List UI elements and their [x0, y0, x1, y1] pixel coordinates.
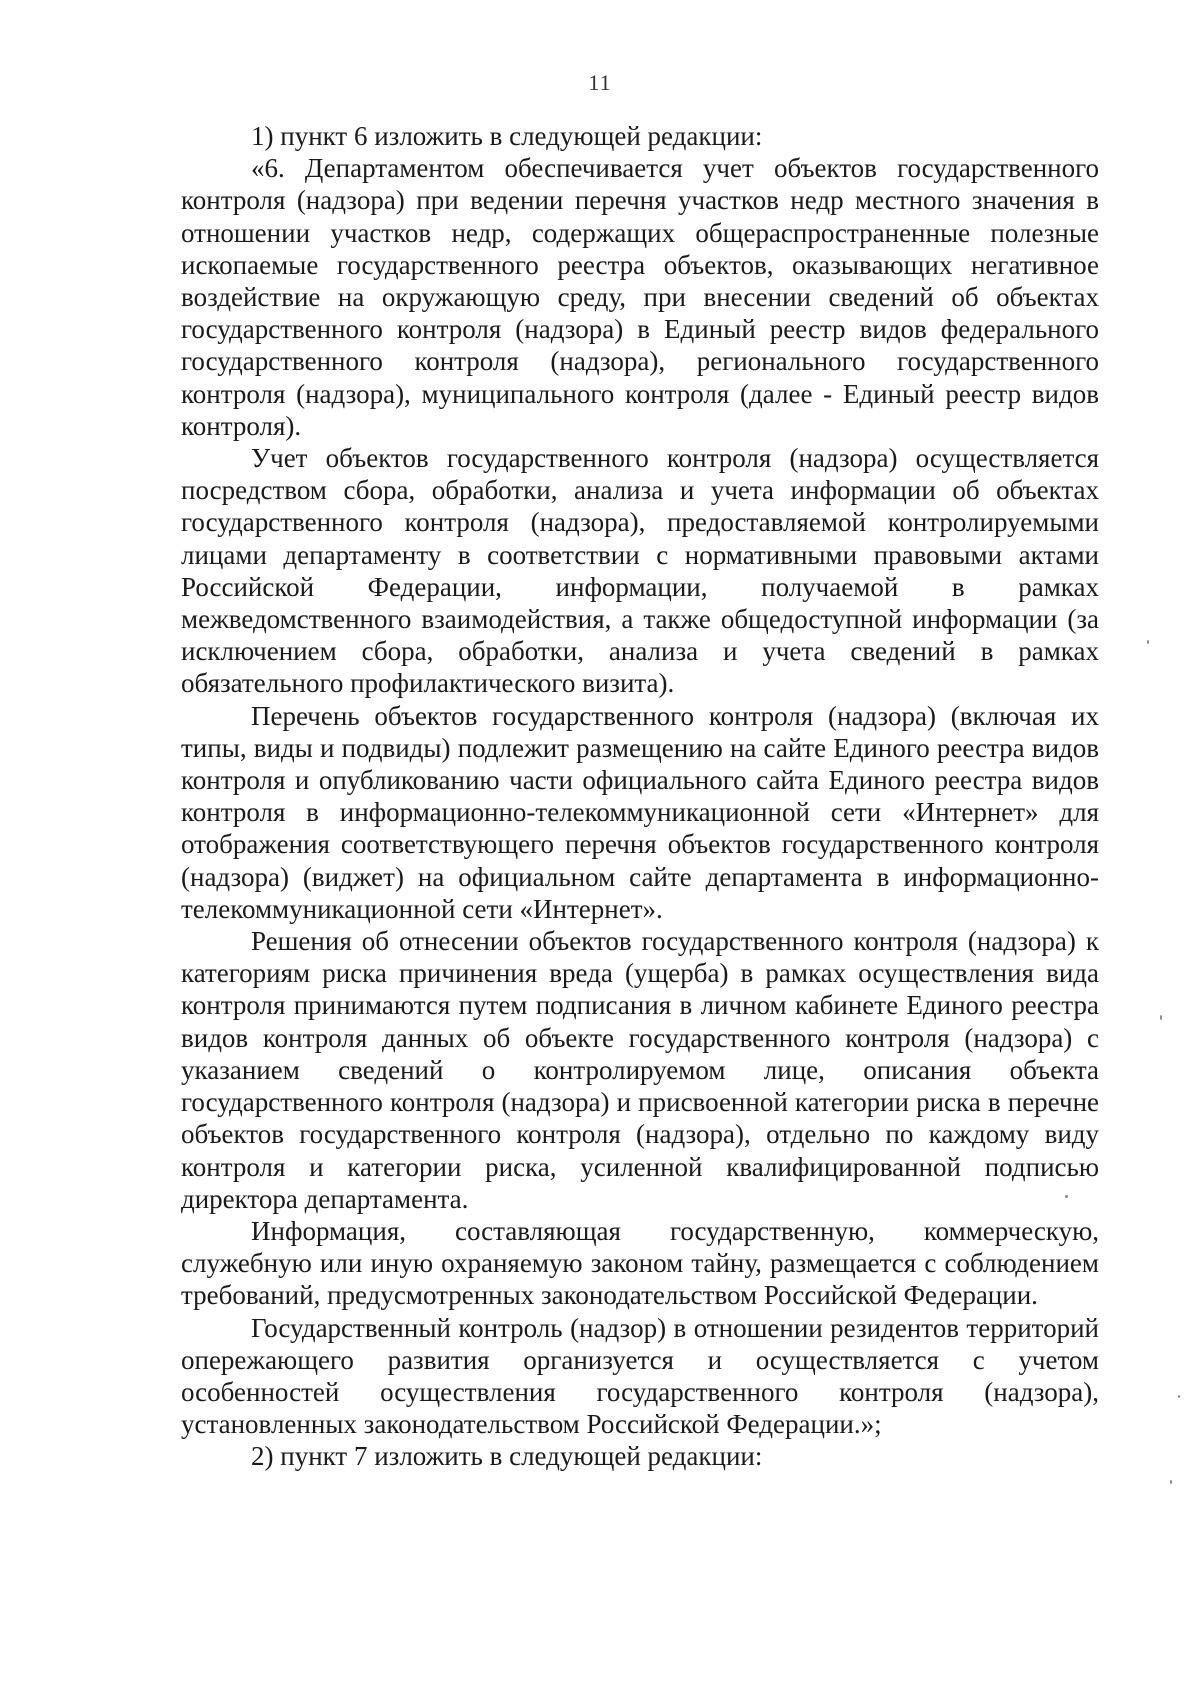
scan-speck: [1178, 1395, 1180, 1398]
scan-speck: [1147, 640, 1149, 644]
paragraph-item-2: 2) пункт 7 изложить в следующей редакции:: [251, 1441, 763, 1472]
paragraph-risk-decisions: Решения об отнесении объектов государственного контроля (надзора) к категориям риска причинения вреда (ущерба) в рамках осуществления вида контроля принимаются путем подписания в личном кабинете Единого реестра видов контроля данных об объекте государственного контроля (надзора) с указанием сведений о контролируемом лице, описания объекта государственного контроля (надзора) и присвоенной категории риска в перечне объектов государственного контроля (надзора), отдельно по каждому виду контроля и категории риска, усиленной квалифицированной подписью директора департамента.: [181, 926, 1099, 1214]
paragraph-accounting: Учет объектов государственного контроля (надзора) осуществляется посредством сбора, обработки, анализа и учета информации об объектах государственного контроля (надзора), предоставляемой контролируемыми лицами департаменту в соответствии с нормативными правовыми актами Российской Федерации, информации, получаемой в рамках межведомственного взаимодействия, а также общедоступной информации (за исключением сбора, обработки, анализа и учета сведений в рамках обязательного профилактического визита).: [181, 443, 1099, 699]
scan-speck: [1065, 1195, 1068, 1198]
paragraph-item-1: 1) пункт 6 изложить в следующей редакции:: [251, 121, 763, 151]
page-number: 11: [588, 70, 612, 95]
paragraph-secret-info: Информация, составляющая государственную, коммерческую, служебную или иную охраняемую законом тайну, размещается с соблюдением требований, предусмотренных законодательством Российской Федерации.: [181, 1215, 1099, 1311]
scan-speck: [1160, 1015, 1162, 1020]
document-body: [181, 120, 1099, 1473]
scan-speck: [1170, 1480, 1172, 1484]
paragraph-list-publication: Перечень объектов государственного контроля (надзора) (включая их типы, виды и подвиды) подлежит размещению на сайте Единого реестра видов контроля и опубликованию части официального сайта Единого реестра видов контроля в информационно-телекоммуникационной сети «Интернет» для отображения соответствующего перечня объектов государственного контроля (надзора) (виджет) на официальном сайте департамента в информационно-телекоммуникационной сети «Интернет».: [181, 700, 1099, 924]
paragraph-tor-residents: Государственный контроль (надзор) в отношении резидентов территорий опережающего развития организуется и осуществляется с учетом особенностей осуществления государственного контроля (надзора), установленных законодательством Российской Федерации.»;: [181, 1312, 1099, 1440]
paragraph-quote-6: «6. Департаментом обеспечивается учет объектов государственного контроля (надзора) при ведении перечня участков недр местного значения в отношении участков недр, содержащих общераспространенные полезные ископаемые государственного реестра объектов, оказывающих негативное воздействие на окружающую среду, при внесении сведений об объектах государственного контроля (надзора) в Единый реестр видов федерального государственного контроля (надзора), регионального государственного контроля (надзора), муниципального контроля (далее - Единый реестр видов контроля).: [181, 153, 1099, 441]
